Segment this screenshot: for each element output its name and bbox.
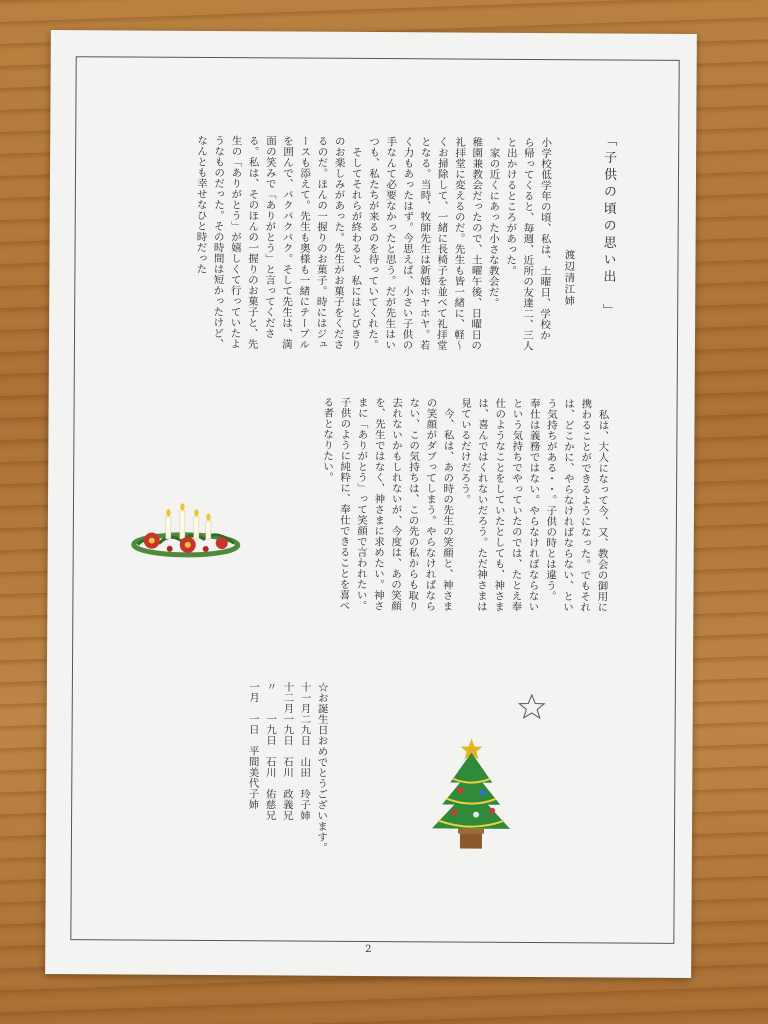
text-line: 手なんて必要なかったと思う。だが先生はい — [384, 136, 398, 351]
candle-wreath-icon — [130, 501, 242, 562]
text-line: ない、この気持ちは、この先の私からも取り — [407, 397, 421, 612]
text-line: は、どこかに、やらなければならない、とい — [561, 398, 576, 613]
text-line: と出かけるところがあった。 — [504, 136, 518, 276]
text-line: 、家の近くにあった小さな教会だ。 — [487, 136, 501, 308]
text-line: という気持ちでやっていたのでは、たとえ奉 — [510, 397, 524, 612]
text-line: ースも添えて。先生も奥様も一緒にテーブル — [298, 135, 312, 350]
text-line: つも、私たちが来るのを待っていてくれた。 — [366, 135, 381, 351]
text-line: 一月 一日 平間美代子姉 — [247, 681, 261, 810]
text-line: くお掃除して、一緒に長椅子を並べて礼拝堂 — [435, 136, 450, 351]
page-number: 2 — [365, 943, 372, 956]
text-line: ☆お誕生日おめでとうございます。 — [315, 681, 329, 853]
text-line: 小学校低学年の頃、私は、土曜日、学校か — [539, 137, 553, 341]
text-line: 〃 一九日 石川 佑慈兄 — [264, 681, 278, 821]
text-line: 去れないかもしれないが、今度は、あの笑顔 — [389, 397, 404, 612]
text-line: 今、私は、あの時の先生の笑顔と、神さま — [441, 397, 455, 612]
text-line: ら帰ってくると、毎週、近所の友達二、三人 — [521, 136, 536, 351]
text-line: そしてそれらが終わると、私にはとびきり — [349, 135, 364, 350]
star-outline-icon — [517, 693, 547, 721]
text-line: く力もあったはず。今思えば、小さい子供の — [401, 136, 415, 351]
text-line: まに「ありがとう」って笑顔で言われたい。 — [355, 396, 369, 611]
christmas-tree-icon — [426, 732, 517, 857]
text-line: 生の「ありがとう」が嬉しくて行っていたよ — [229, 135, 243, 350]
text-line: 礼拝堂に変えるのだ。先生も皆一緒に、軽〜 — [452, 136, 467, 351]
text-line: なんとも幸せなひと時だった — [195, 134, 209, 275]
article-body-part2 — [318, 397, 612, 613]
bulletin-page — [45, 30, 697, 978]
birthday-list — [244, 681, 331, 853]
text-line: う気持ちがある・・。子供の時とは違う。 — [544, 398, 559, 602]
text-line: 十一月二九日 山田 玲子姉 — [298, 681, 312, 821]
text-line: 子供のように純粋に、奉仕できることを喜べ — [338, 396, 352, 611]
text-line: を囲んで、パクパクパク。そして先生は、満 — [280, 135, 295, 350]
text-line: 十二月一九日 石川 政義兄 — [281, 681, 295, 821]
text-line: 仕のようなことをしていたとしても、神さま — [493, 397, 507, 612]
text-line: るのだ。ほんの一握りのお菓子。時にはジュ — [315, 135, 329, 350]
article-author: 渡辺清江姉 — [563, 249, 576, 307]
text-line: の笑顔がダブってしまう。やらなければなら — [424, 397, 438, 612]
text-line: 面の笑みで「ありがとう」と言ってくださ — [263, 135, 277, 339]
text-line: る。私は、そのほんの一握りのお菓子と、先 — [246, 135, 260, 350]
text-line: となる。当時、牧師先生は新婚ホヤホヤ。若 — [418, 136, 432, 351]
text-line: 見ているだけだろう。 — [459, 397, 473, 505]
article-body-part1 — [192, 135, 555, 351]
text-line: うなものだった。その時間は短かったけど、 — [212, 135, 226, 350]
article-title: 「子供の頃の思い出 」 — [600, 133, 617, 321]
text-line: を、先生ではなく、神さまに求めたい。神さ — [372, 397, 387, 612]
text-line: 奉仕は義務ではない。やらなければならない — [527, 397, 541, 613]
text-line: 稚園兼教会だったので、土曜午後、日曜日の — [470, 136, 484, 351]
text-line: のお楽しみがあった。先生がお菓子をくださ — [332, 135, 346, 350]
text-line: 携わることができるようになった。でもそれ — [579, 398, 593, 613]
text-line: る者となりたい。 — [321, 396, 335, 483]
text-line: は、喜んではくれないだろう。ただ神さまは — [475, 397, 490, 612]
text-line: 私は、大人になって今、又、教会の御用に — [596, 398, 610, 613]
